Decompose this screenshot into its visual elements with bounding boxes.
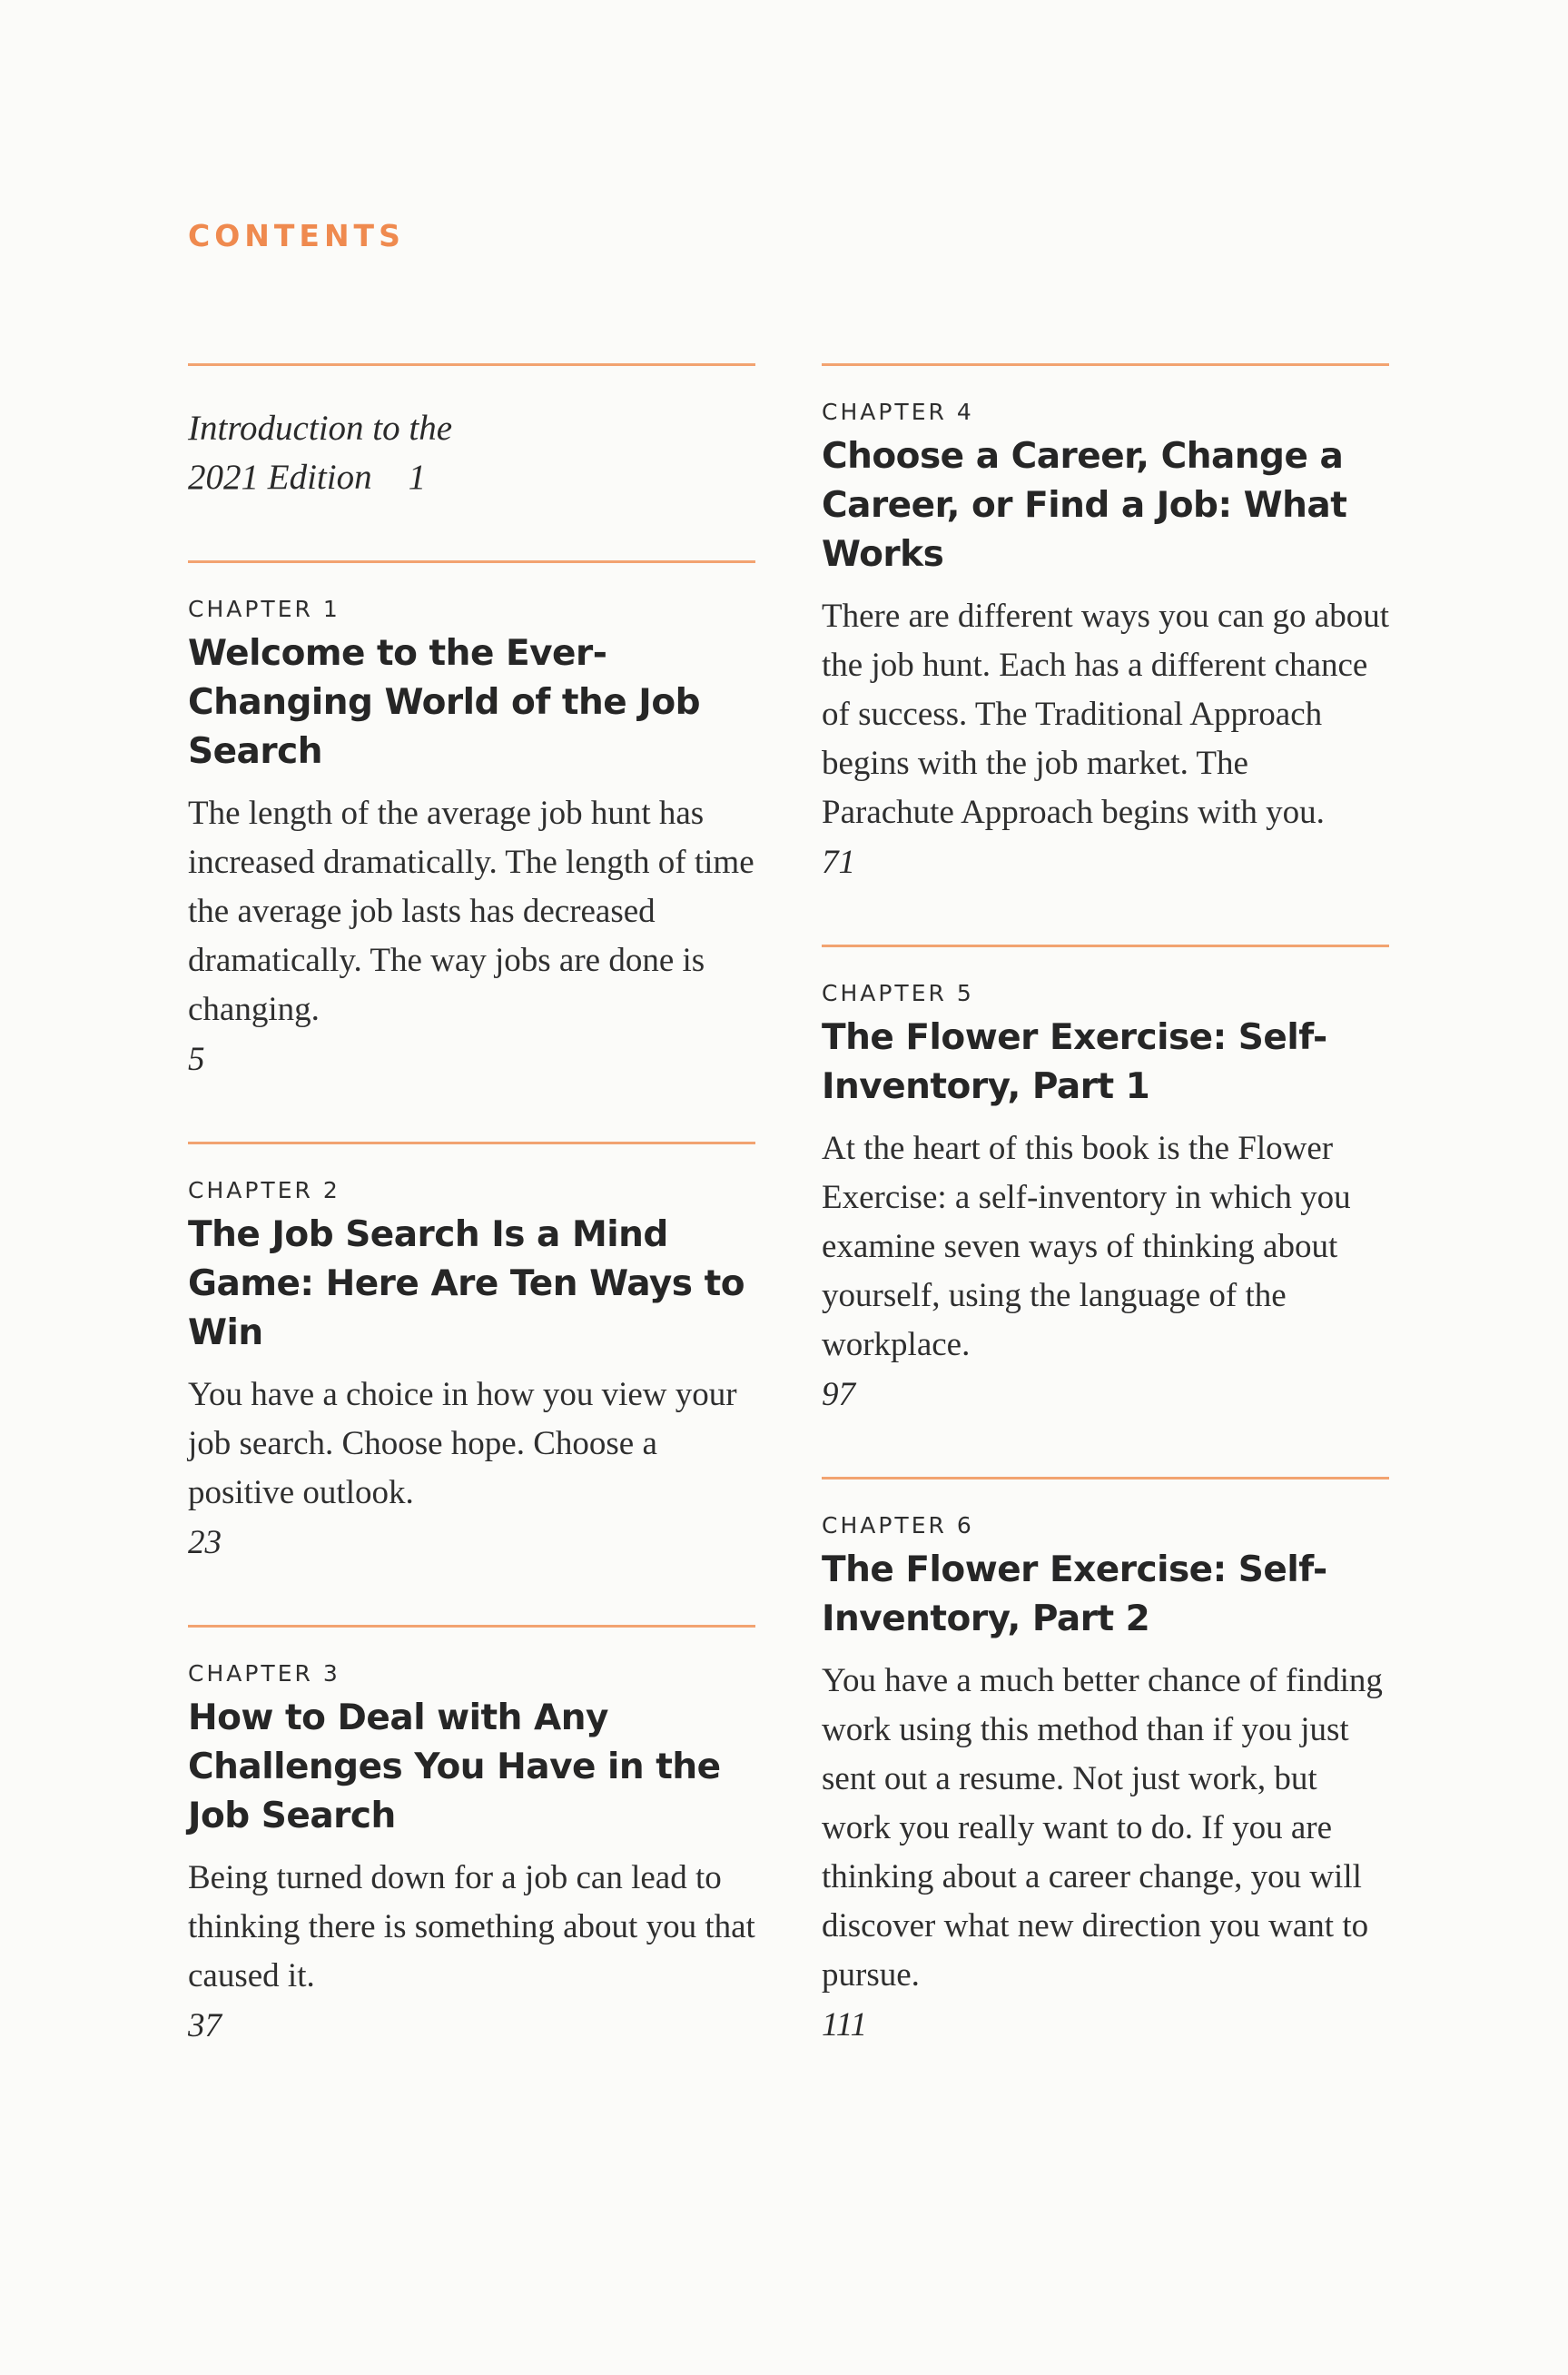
toc-entry-chapter-2[interactable] [188,1142,755,1625]
chapter-description: At the heart of this book is the Flower Exercise: a self-inventory in which you examine seven ways of thinking about yourself, using the language of the workplace. [822,1130,1351,1363]
chapter-description: You have a choice in how you view your job search. Choose hope. Choose a positive outlook. [188,1376,737,1511]
chapter-label: CHAPTER 2 [188,1177,340,1203]
chapter-description: Being turned down for a job can lead to thinking there is something about you that caused it. [188,1859,755,1994]
chapter-label: CHAPTER 6 [822,1512,974,1539]
intro-title-line1: Introduction to the [188,409,453,448]
divider [822,363,1389,366]
chapter-title: The Job Search Is a Mind Game: Here Are Ten Ways to Win [188,1214,745,1353]
toc-left-column [188,363,755,2052]
chapter-title: How to Deal with Any Challenges You Have in the Job Search [188,1697,721,1836]
chapter-description: You have a much better chance of finding work using this method than if you just sent out a resume. Not just work, but work you really want to do. If you are thinking about a career change, you will discover what new direction you want to pursue. [822,1662,1383,1994]
divider [822,1477,1389,1479]
toc-entry-chapter-4[interactable] [822,363,1389,945]
chapter-page-number: 5 [188,1041,205,1078]
toc-entry-chapter-5[interactable] [822,945,1389,1477]
chapter-label: CHAPTER 5 [822,980,974,1006]
chapter-page-number: 111 [822,2006,868,2043]
chapter-description: There are different ways you can go about the job hunt. Each has a different chance of success. The Traditional Approach begins with the job market. The Parachute Approach begins with you. [822,598,1389,831]
chapter-label: CHAPTER 3 [188,1660,340,1687]
chapter-description: The length of the average job hunt has increased dramatically. The length of time the average job lasts has decreased dramatically. The way jobs are done is changing. [188,795,754,1028]
toc-entry-intro[interactable] [188,363,755,560]
chapter-label: CHAPTER 4 [822,399,974,425]
divider [188,363,755,366]
intro-title-line2: 2021 Edition [188,458,372,497]
chapter-page-number: 37 [188,2007,222,2044]
chapter-label: CHAPTER 1 [188,596,340,622]
chapter-page-number: 71 [822,844,855,881]
divider [188,1142,755,1144]
chapter-title: Choose a Career, Change a Career, or Find a Job: What Works [822,436,1347,575]
chapter-page-number: 97 [822,1376,855,1413]
intro-entry [188,404,755,502]
divider [188,1625,755,1628]
chapter-title: Welcome to the Ever-Changing World of the Job Search [188,633,701,772]
page-title: CONTENTS [188,218,405,253]
toc-right-column [822,363,1389,2051]
chapter-title: The Flower Exercise: Self-Inventory, Part 2 [822,1549,1327,1639]
toc-entry-chapter-3[interactable] [188,1625,755,2052]
divider [822,945,1389,947]
toc-entry-chapter-6[interactable] [822,1477,1389,2051]
chapter-page-number: 23 [188,1524,222,1561]
intro-page-number: 1 [408,458,427,497]
divider [188,560,755,563]
chapter-title: The Flower Exercise: Self-Inventory, Part 1 [822,1017,1327,1107]
toc-entry-chapter-1[interactable] [188,560,755,1142]
